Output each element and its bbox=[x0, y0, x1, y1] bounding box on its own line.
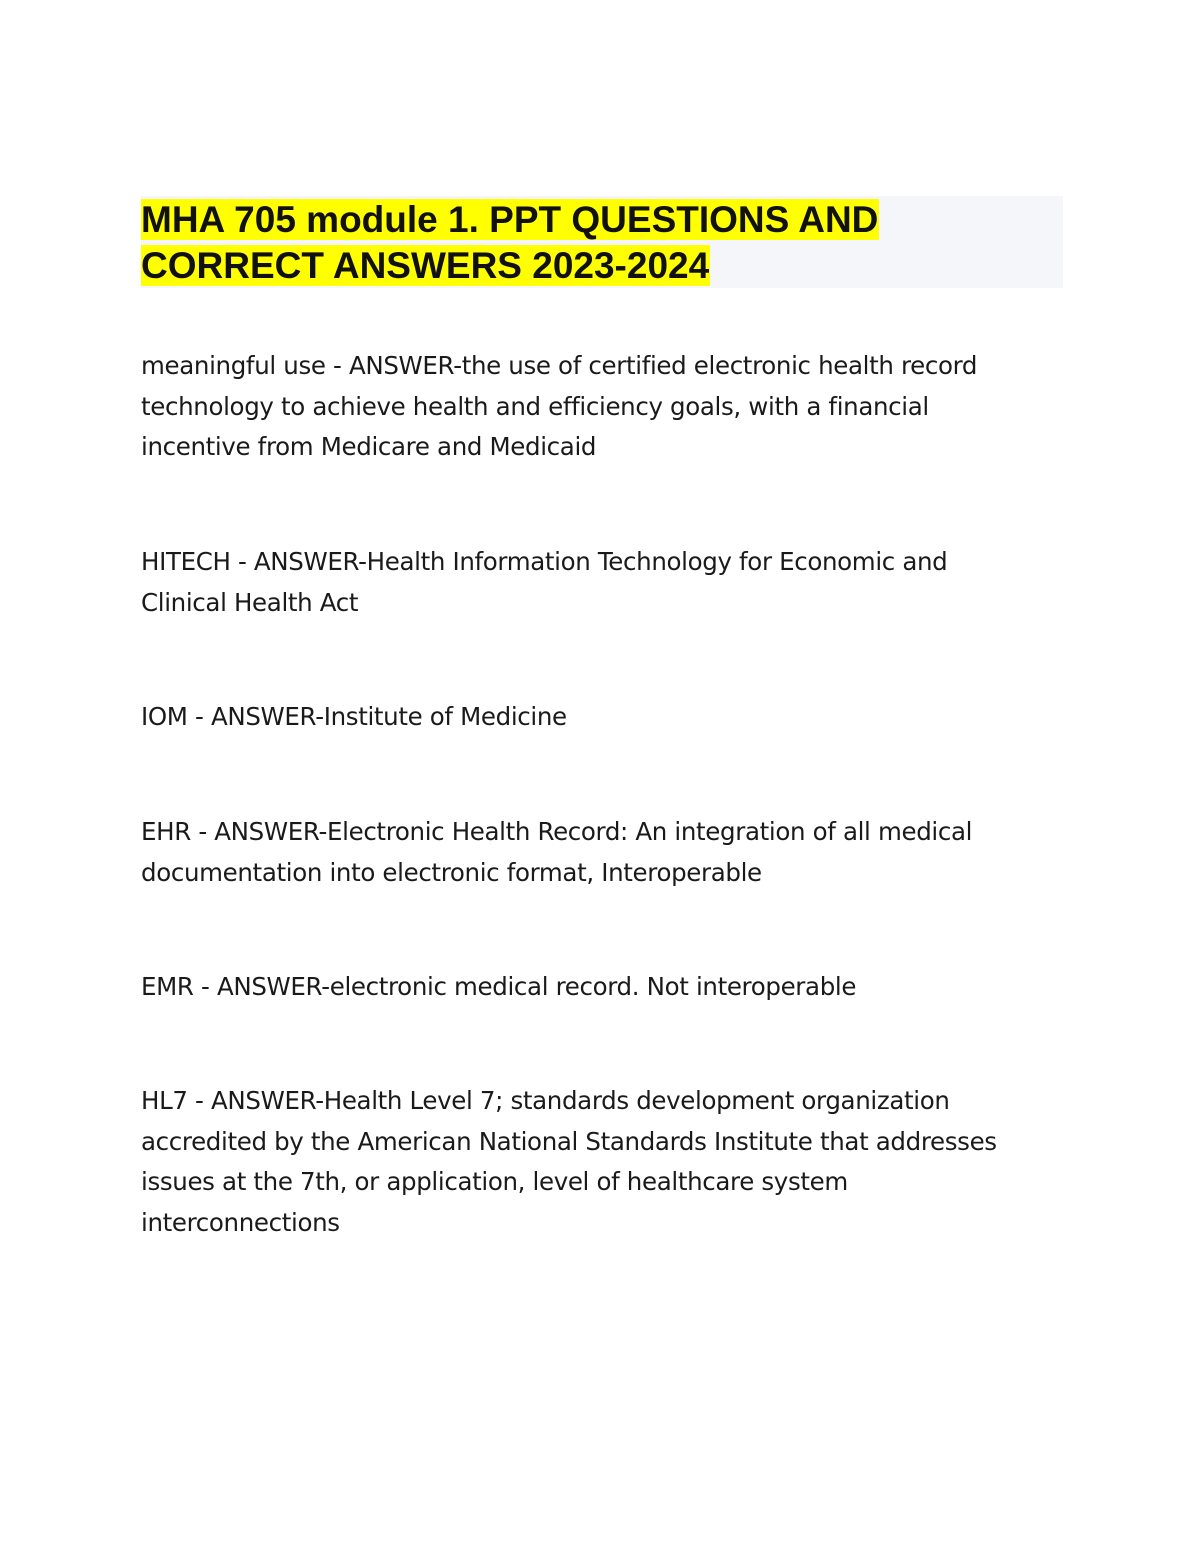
entry-line: EHR - ANSWER-Electronic Health Record: An integration of all medical bbox=[141, 817, 973, 846]
entry-line: accredited by the American National Standards Institute that addresses bbox=[141, 1126, 997, 1156]
entry-line: meaningful use - ANSWER-the use of certified electronic health record bbox=[141, 351, 978, 380]
entry-line: EMR - ANSWER-electronic medical record. Not interoperable bbox=[141, 972, 857, 1001]
entry-line: HITECH - ANSWER-Health Information Technology for Economic and bbox=[141, 547, 948, 576]
entry-line: IOM - ANSWER-Institute of Medicine bbox=[141, 702, 567, 731]
entry-hl7 bbox=[141, 1081, 1071, 1244]
entry-line: HL7 - ANSWER-Health Level 7; standards development organization bbox=[141, 1086, 950, 1115]
entry-ehr bbox=[141, 812, 1071, 893]
entry-meaningful-use bbox=[141, 346, 1071, 468]
entry-line: technology to achieve health and efficiency goals, with a financial bbox=[141, 391, 929, 421]
entry-line: issues at the 7th, or application, level of healthcare system bbox=[141, 1167, 848, 1197]
entry-hitech bbox=[141, 542, 1071, 623]
entry-iom bbox=[141, 697, 1071, 738]
entry-line: Clinical Health Act bbox=[141, 587, 359, 617]
entry-line: interconnections bbox=[141, 1208, 340, 1238]
entry-emr bbox=[141, 967, 1071, 1008]
title-highlight-2: CORRECT ANSWERS 2023-2024 bbox=[141, 245, 710, 286]
document-title-line-1 bbox=[141, 198, 879, 242]
document-title-line-2 bbox=[141, 244, 710, 288]
title-highlight-1: MHA 705 module 1. PPT QUESTIONS AND bbox=[141, 199, 879, 240]
entry-line: documentation into electronic format, Interoperable bbox=[141, 857, 762, 887]
entry-line: incentive from Medicare and Medicaid bbox=[141, 432, 597, 462]
